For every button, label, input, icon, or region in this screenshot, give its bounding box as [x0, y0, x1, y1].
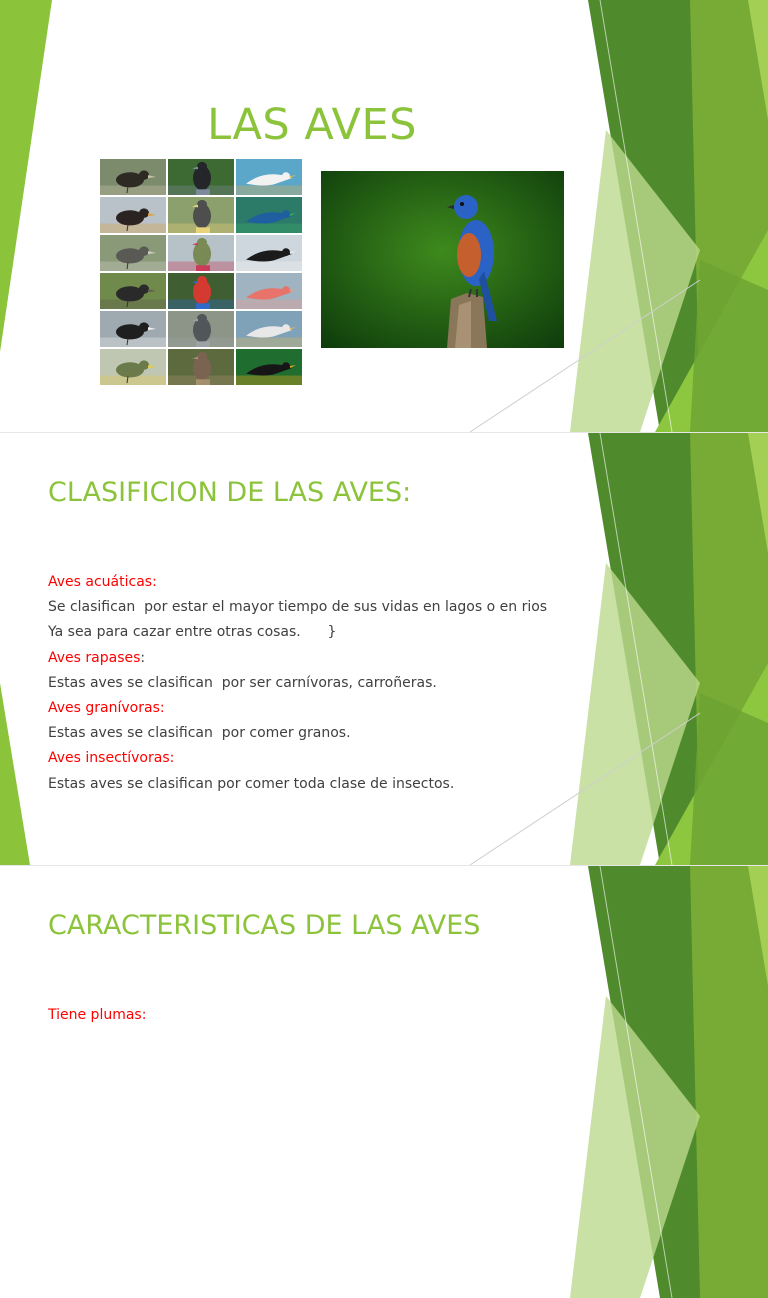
body-line: Estas aves se clasifican por comer toda clase de insectos.	[48, 775, 455, 792]
collage-tile	[168, 235, 234, 271]
slide-2	[0, 433, 768, 865]
body-line: Ya sea para cazar entre otras cosas. }	[48, 624, 337, 641]
collage-tile	[100, 273, 166, 309]
collage-tile	[100, 349, 166, 385]
section-heading: CARACTERISTICAS DE LAS AVES	[48, 910, 481, 941]
collage-tile	[100, 197, 166, 233]
body-line: Estas aves se clasifican por ser carnívoras, carroñeras.	[48, 674, 437, 691]
characteristics-text	[48, 1003, 146, 1028]
slide-1	[0, 0, 768, 432]
category-label: Aves acuáticas:	[48, 574, 157, 590]
collage-tile	[168, 349, 234, 385]
collage-tile	[168, 273, 234, 309]
bluebird-photo	[321, 171, 564, 348]
collage-tile	[100, 235, 166, 271]
bird-collage-image	[100, 159, 302, 385]
category-label: Tiene plumas:	[48, 1007, 147, 1023]
category-label: Aves granívoras:	[48, 700, 165, 717]
slide-3	[0, 866, 768, 1298]
collage-tile	[236, 159, 302, 195]
collage-tile	[236, 273, 302, 309]
collage-tile	[100, 311, 166, 347]
collage-tile	[236, 311, 302, 347]
section-heading: CLASIFICION DE LAS AVES:	[48, 477, 412, 508]
collage-tile	[236, 235, 302, 271]
collage-tile	[168, 159, 234, 195]
collage-tile	[236, 349, 302, 385]
collage-tile	[100, 159, 166, 195]
slide-title: LAS AVES	[207, 100, 417, 150]
classification-text	[48, 570, 547, 797]
collage-tile	[168, 311, 234, 347]
collage-tile	[168, 197, 234, 233]
body-line: Se clasifican por estar el mayor tiempo de sus vidas en lagos o en rios	[48, 599, 548, 616]
body-line: Estas aves se clasifican por comer granos.	[48, 725, 351, 742]
category-label: Aves insectívoras:	[48, 750, 175, 767]
category-label: Aves rapases:	[48, 649, 146, 666]
collage-tile	[236, 197, 302, 233]
